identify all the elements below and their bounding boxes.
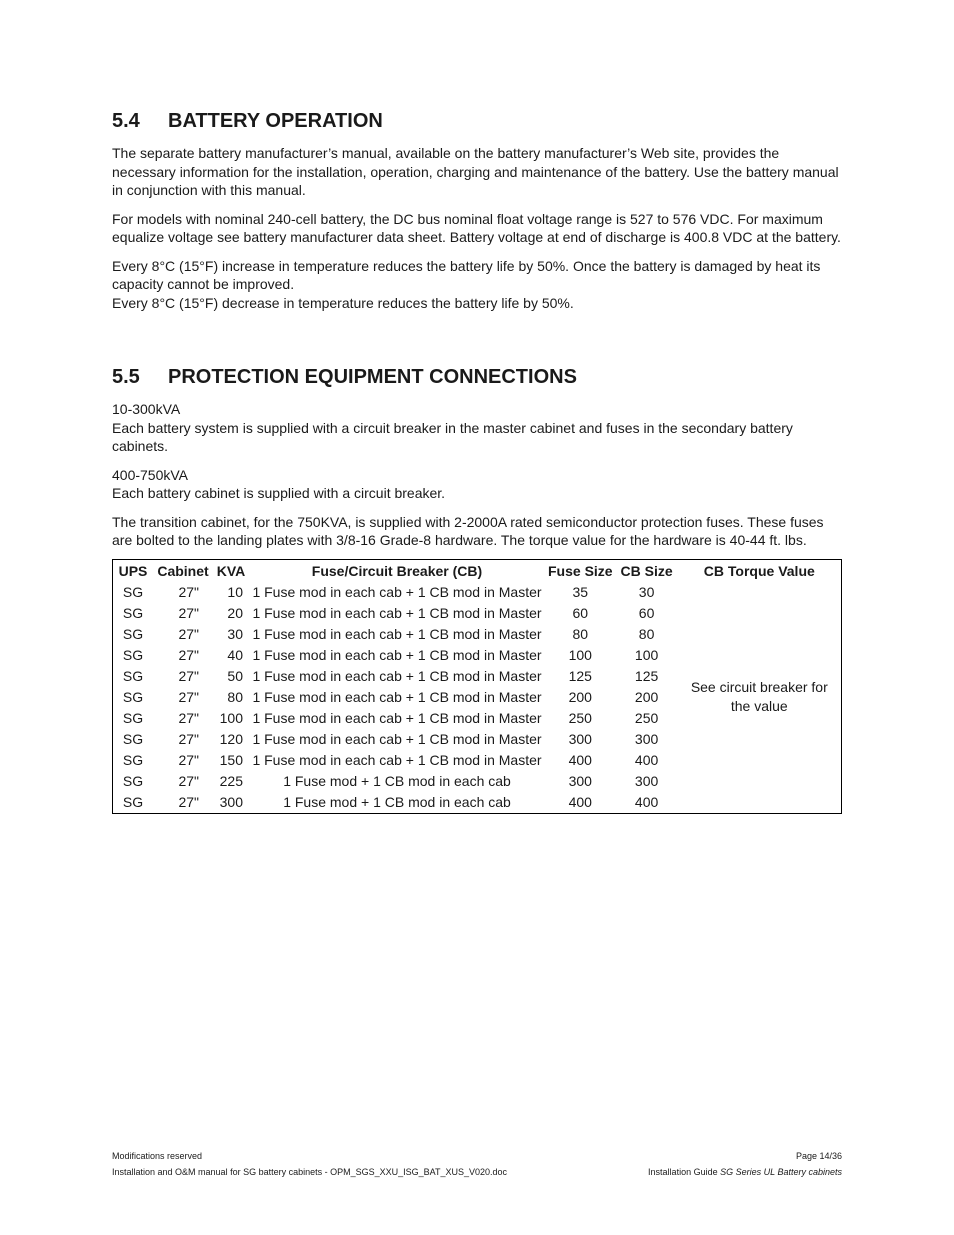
cell-cabinet: 27"	[178, 605, 199, 621]
footer-guide-title: Installation Guide SG Series UL Battery cabinets	[648, 1167, 842, 1177]
cell-fuse-size: 250	[568, 710, 592, 726]
cell-kva: 10	[227, 584, 243, 600]
cell-kva: 300	[219, 794, 243, 810]
cell-ups: SG	[122, 773, 144, 789]
cell-ups: SG	[122, 689, 144, 705]
cell-cabinet: 27"	[178, 584, 199, 600]
cell-fuse-cb: 1 Fuse mod in each cab + 1 CB mod in Master	[252, 584, 542, 600]
section-heading-5-4	[112, 110, 842, 133]
footer-modifications: Modifications reserved	[112, 1151, 203, 1161]
header-fuse-size: Fuse Size	[548, 562, 613, 579]
cell-ups: SG	[122, 605, 144, 621]
cell-fuse-cb: 1 Fuse mod in each cab + 1 CB mod in Master	[252, 731, 542, 747]
cell-fuse-cb: 1 Fuse mod in each cab + 1 CB mod in Master	[252, 605, 542, 621]
footer-top	[112, 1151, 842, 1161]
cell-kva: 40	[227, 647, 243, 663]
cell-cb-size: 30	[638, 584, 655, 600]
cell-fuse-cb: 1 Fuse mod + 1 CB mod in each cab	[283, 773, 511, 789]
cell-fuse-size: 35	[572, 584, 589, 600]
footer-page-number: Page 14/36	[795, 1151, 842, 1161]
cell-cb-size: 250	[634, 710, 659, 726]
table-body	[113, 582, 842, 814]
cell-cb-size: 80	[638, 626, 655, 642]
cell-fuse-size: 300	[568, 731, 592, 747]
cell-ups: SG	[122, 710, 144, 726]
cell-cb-size: 100	[634, 647, 659, 663]
cell-cabinet: 27"	[178, 794, 199, 810]
paragraph: Every 8°C (15°F) increase in temperature reduces the battery life by 50%. Once the battery is damaged by heat its capacity cannot be improved.	[112, 257, 821, 292]
cell-fuse-size: 100	[568, 647, 592, 663]
cell-cb-size: 400	[634, 752, 659, 768]
cell-fuse-size: 60	[572, 605, 589, 621]
header-cabinet: Cabinet	[157, 562, 209, 579]
cell-fuse-size: 80	[572, 626, 589, 642]
cell-kva: 100	[219, 710, 243, 726]
header-cb-size: CB Size	[620, 562, 673, 579]
cell-kva: 30	[227, 626, 243, 642]
cell-cabinet: 27"	[178, 647, 199, 663]
cell-fuse-cb: 1 Fuse mod in each cab + 1 CB mod in Master	[252, 689, 542, 705]
cell-cb-size: 200	[634, 689, 659, 705]
section-number: 5.5	[112, 366, 140, 388]
cell-cabinet: 27"	[178, 773, 199, 789]
cell-ups: SG	[122, 626, 144, 642]
header-cb-torque: CB Torque Value	[703, 562, 815, 579]
paragraph: Each battery system is supplied with a circuit breaker in the master cabinet and fuses in the secondary battery cabinets.	[112, 419, 793, 454]
cell-fuse-size: 200	[568, 689, 592, 705]
cell-fuse-size: 400	[568, 752, 592, 768]
paragraph: The transition cabinet, for the 750KVA, is supplied with 2-2000A rated semiconductor protection fuses. These fuses are bolted to the landing plates with 3/8-16 Grade-8 hardware. The torque value for the hardware is 40-44 ft. lbs.	[112, 513, 824, 548]
paragraph: Every 8°C (15°F) decrease in temperature reduces the battery life by 50%.	[112, 294, 574, 311]
cell-kva: 80	[227, 689, 243, 705]
range-label: 10-300kVA	[112, 401, 181, 417]
cell-kva: 120	[219, 731, 243, 747]
cell-ups: SG	[122, 668, 144, 684]
section-title: BATTERY OPERATION	[168, 110, 383, 132]
cell-kva: 50	[227, 668, 243, 684]
cell-fuse-cb: 1 Fuse mod in each cab + 1 CB mod in Master	[252, 647, 542, 663]
cell-cabinet: 27"	[178, 626, 199, 642]
cell-ups: SG	[122, 731, 144, 747]
cell-cabinet: 27"	[178, 752, 199, 768]
footer-bottom	[112, 1167, 842, 1177]
range-label: 400-750kVA	[112, 466, 189, 483]
cell-fuse-size: 400	[568, 794, 592, 810]
cell-ups: SG	[122, 794, 144, 810]
section-title: PROTECTION EQUIPMENT CONNECTIONS	[168, 366, 577, 388]
cell-cabinet: 27"	[178, 668, 199, 684]
cell-fuse-size: 125	[568, 668, 592, 684]
table-header-row	[113, 559, 842, 582]
cell-fuse-cb: 1 Fuse mod + 1 CB mod in each cab	[283, 794, 511, 810]
paragraph: Each battery cabinet is supplied with a circuit breaker.	[112, 485, 446, 501]
cell-kva: 20	[227, 605, 243, 621]
footer-series-name: SG Series UL Battery cabinets	[720, 1167, 842, 1177]
cell-cabinet: 27"	[178, 731, 199, 747]
cell-fuse-cb: 1 Fuse mod in each cab + 1 CB mod in Master	[252, 668, 542, 684]
footer-document-name: Installation and O&M manual for SG battery cabinets - OPM_SGS_XXU_ISG_BAT_XUS_V020.doc	[112, 1167, 508, 1177]
cell-cb-size: 300	[634, 773, 659, 789]
cell-cb-size: 60	[638, 605, 655, 621]
header-ups: UPS	[118, 562, 148, 579]
paragraph: The separate battery manufacturer’s manual, available on the battery manufacturer’s Web site, provides the necessary information for the installation, operation, charging and maintenance of the battery. Use the battery manual in conjunction with this manual.	[112, 145, 839, 198]
header-fuse-cb: Fuse/Circuit Breaker (CB)	[311, 562, 483, 579]
cell-kva: 225	[219, 773, 243, 789]
cell-fuse-cb: 1 Fuse mod in each cab + 1 CB mod in Master	[252, 626, 542, 642]
cell-fuse-cb: 1 Fuse mod in each cab + 1 CB mod in Master	[252, 752, 542, 768]
cell-fuse-cb: 1 Fuse mod in each cab + 1 CB mod in Master	[252, 710, 542, 726]
protection-table	[112, 559, 842, 814]
cell-cb-size: 300	[634, 731, 659, 747]
cell-cb-torque-note: See circuit breaker for the value	[690, 679, 828, 714]
cell-kva: 150	[219, 752, 243, 768]
document-body	[112, 110, 842, 814]
cell-ups: SG	[122, 584, 144, 600]
header-kva: KVA	[216, 562, 246, 579]
cell-cabinet: 27"	[178, 710, 199, 726]
cell-cabinet: 27"	[178, 689, 199, 705]
cell-fuse-size: 300	[568, 773, 592, 789]
table-row	[113, 582, 842, 603]
paragraph: For models with nominal 240-cell battery, the DC bus nominal float voltage range is 527 to 576 VDC. For maximum equalize voltage see battery manufacturer data sheet. Battery voltage at end of discharge is 400.8 VDC at the battery.	[112, 210, 841, 245]
section-number: 5.4	[112, 110, 140, 132]
cell-ups: SG	[122, 647, 144, 663]
cell-cb-size: 125	[634, 668, 659, 684]
cell-ups: SG	[122, 752, 144, 768]
section-heading-5-5	[112, 366, 842, 389]
cell-cb-size: 400	[634, 794, 659, 810]
